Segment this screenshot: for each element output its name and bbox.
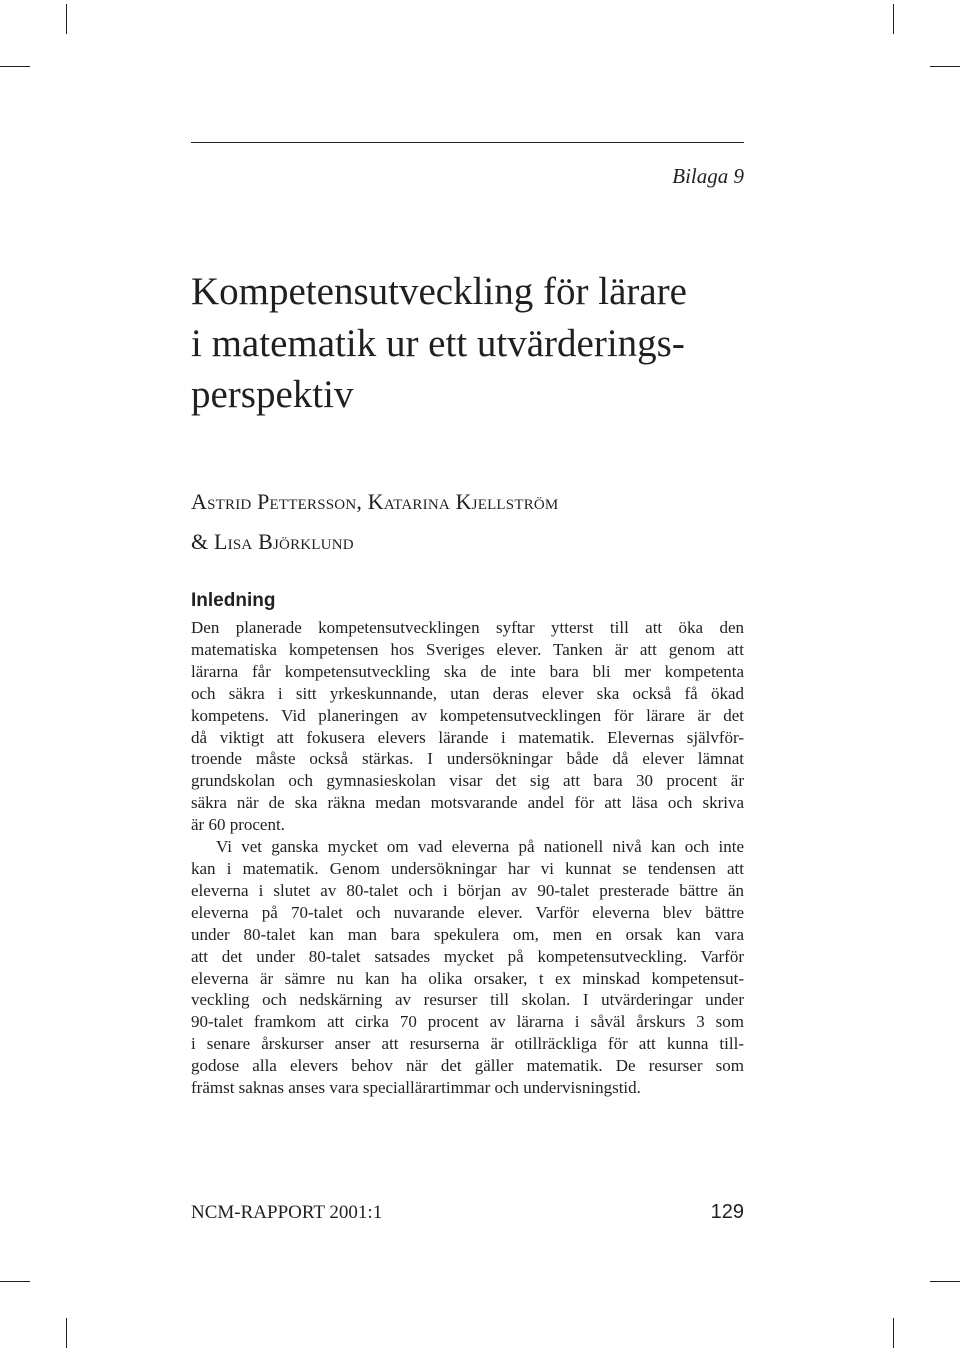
- appendix-label: Bilaga 9: [672, 164, 744, 188]
- body-line: under 80-talet kan man bara spekulera om, men en orsak kan vara: [191, 924, 744, 944]
- body-line: säkra när de ska räkna medan motsvarande andel för att läsa och skriva: [191, 793, 744, 813]
- body-line: kan i matematik. Genom undersökningar har vi kunnat se tendensen att: [191, 858, 744, 878]
- body-line: eleverna i slutet av 80-talet och i början av 90-talet presterade bättre än: [191, 880, 744, 900]
- crop-mark-top-right-vertical: [893, 4, 894, 34]
- author-line: & Lisa Björklund: [191, 529, 354, 554]
- body-line: matematiska kompetensen hos Sveriges elever. Tanken är att genom att: [191, 639, 744, 659]
- body-line: och säkra i sitt yrkeskunnande, utan deras elever ska också få ökad: [191, 683, 744, 703]
- section-heading: Inledning: [191, 590, 276, 611]
- page-number: 129: [710, 1201, 744, 1223]
- crop-mark-bottom-right-vertical: [893, 1318, 894, 1348]
- body-line: då viktigt att fokusera elevers lärande i matematik. Elevernas självför-: [191, 727, 744, 747]
- body-line: i senare årskurser anser att resurserna är otillräckliga för att kunna till-: [191, 1034, 744, 1054]
- body-line: eleverna på 70-talet och nuvarande elever. Varför eleverna blev bättre: [191, 902, 744, 922]
- author-list: [191, 482, 558, 562]
- crop-mark-bottom-left-vertical: [66, 1318, 67, 1348]
- body-line: Vi vet ganska mycket om vad eleverna på nationell nivå kan och inte: [216, 837, 744, 857]
- body-line: främst saknas anses vara speciallärartimmar och undervisningstid.: [191, 1078, 641, 1098]
- body-line: troende måste också stärkas. I undersökningar både då elever lämnat: [191, 749, 744, 769]
- crop-mark-bottom-right-horizontal: [930, 1281, 960, 1282]
- crop-mark-bottom-left-horizontal: [0, 1281, 30, 1282]
- crop-mark-top-left-horizontal: [0, 66, 30, 67]
- body-line: är 60 procent.: [191, 815, 285, 835]
- body-line: Den planerade kompetensutvecklingen syftar ytterst till att öka den: [191, 618, 744, 637]
- body-line: grundskolan och gymnasieskolan visar det sig att bara 30 procent är: [191, 771, 744, 791]
- crop-mark-top-right-horizontal: [930, 66, 960, 67]
- body-line: 90-talet framkom att cirka 70 procent av lärarna i såväl årskurs 3 som: [191, 1012, 744, 1032]
- body-line: veckling och nedskärning av resurser till skolan. I utvärderingar under: [191, 990, 744, 1010]
- title-line: perspektiv: [191, 373, 354, 416]
- header-rule: [191, 142, 744, 143]
- title-line: Kompetensutveckling för lärare: [191, 270, 687, 313]
- publication-label: NCM-RAPPORT 2001:1: [191, 1202, 383, 1223]
- author-line: Astrid Pettersson, Katarina Kjellström: [191, 489, 559, 514]
- crop-mark-top-left-vertical: [66, 4, 67, 34]
- body-line: lärarna får kompetensutveckling ska de inte bara bli mer kompetenta: [191, 661, 744, 681]
- title-line: i matematik ur ett utvärderings-: [191, 321, 685, 365]
- body-text: [191, 617, 744, 1099]
- body-line: att det under 80-talet satsades mycket på kompetensutveckling. Varför: [191, 946, 744, 966]
- body-line: godose alla elevers behov när det gäller matematik. De resurser som: [191, 1056, 744, 1076]
- article-title: [191, 266, 751, 421]
- body-line: kompetens. Vid planeringen av kompetensutvecklingen för lärare är det: [191, 705, 744, 725]
- body-line: eleverna är sämre nu kan ha olika orsaker, t ex minskad kompetensut-: [191, 968, 744, 988]
